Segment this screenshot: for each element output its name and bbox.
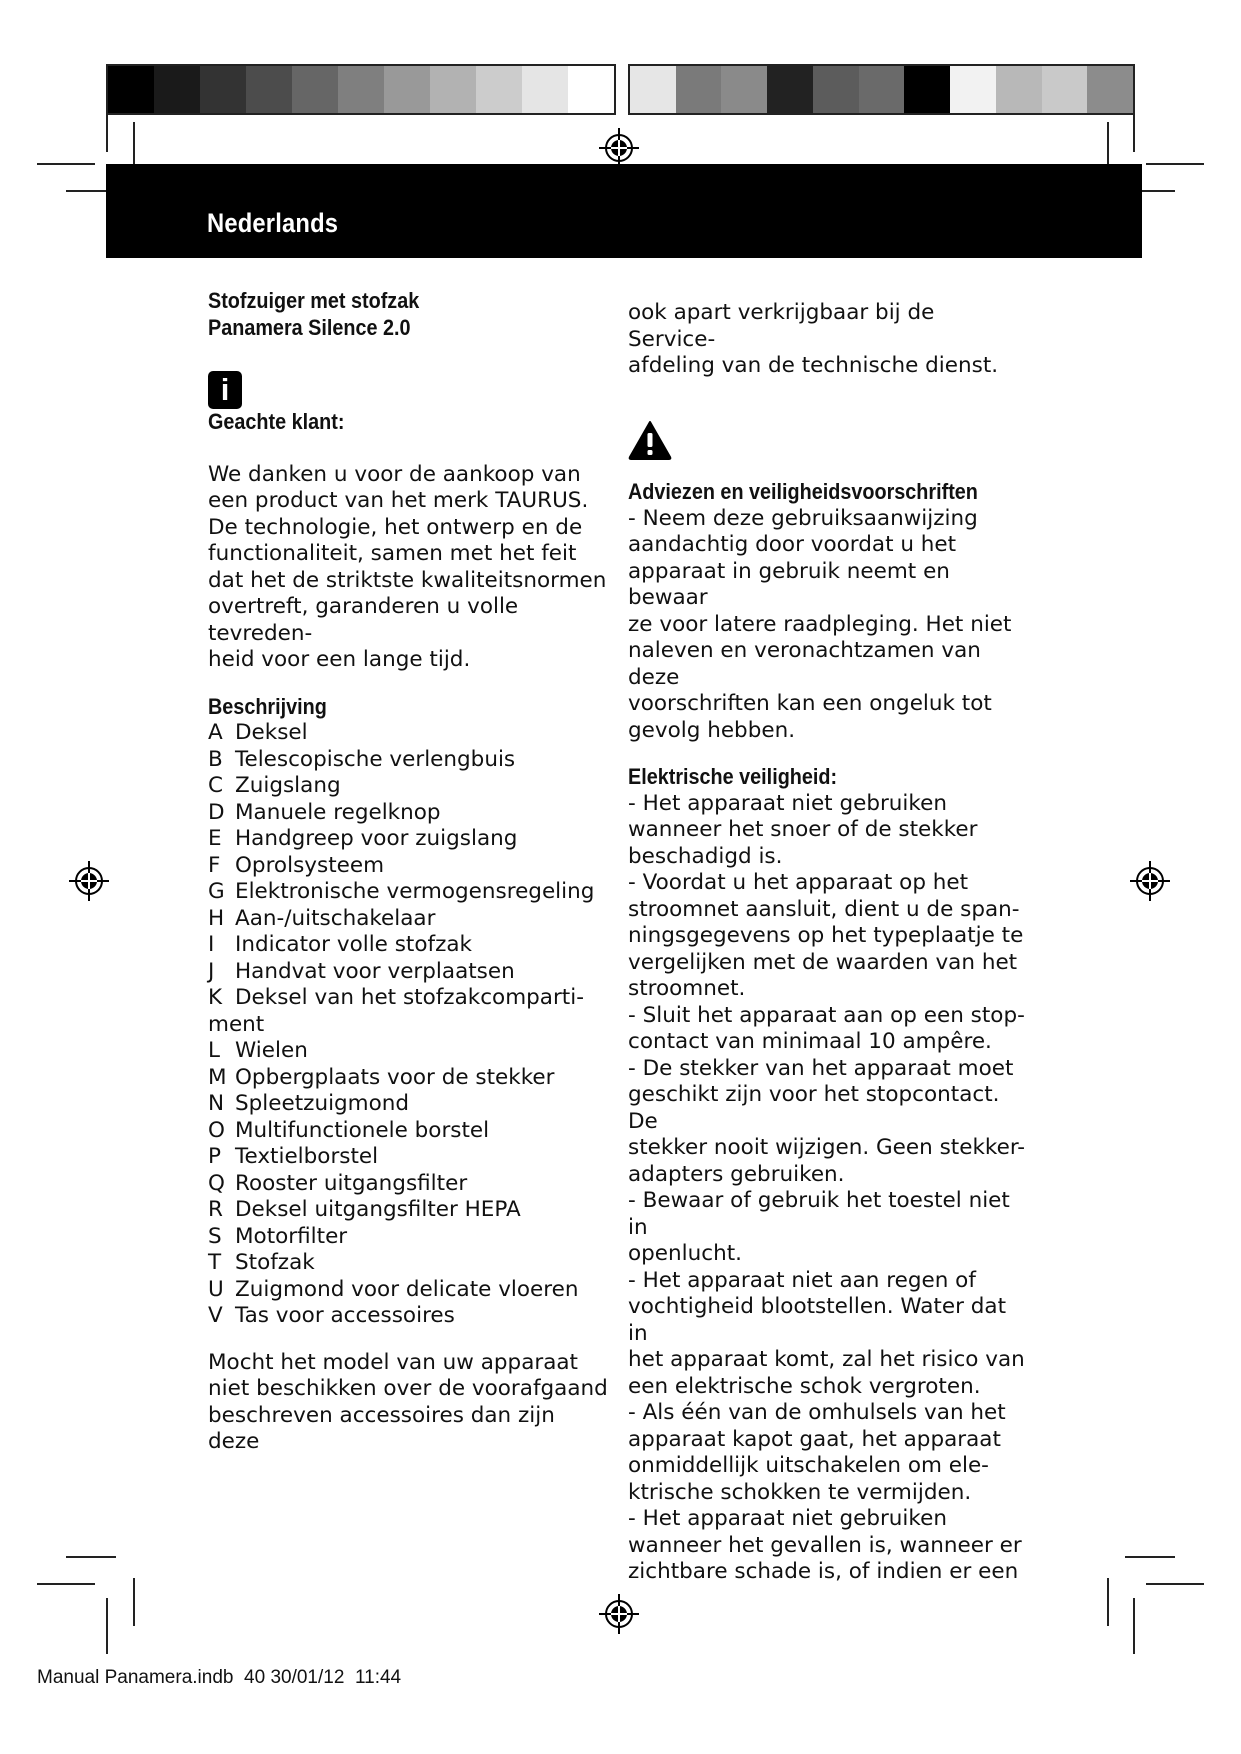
electric-safety-line: onmiddellijk uitschakelen om ele- — [628, 1453, 989, 1478]
continuation-line: afdeling van de technische dienst. — [628, 353, 999, 378]
electric-safety-line: beschadigd is. — [628, 843, 783, 869]
part-label: Oprolsysteem — [235, 852, 385, 878]
advice-line: aandachtig door voordat u het — [628, 532, 957, 557]
list-item — [208, 879, 608, 906]
print-slug — [37, 1667, 401, 1689]
intro-line: een product van het merk TAURUS. — [208, 488, 589, 513]
list-item — [208, 853, 608, 880]
electric-safety-line: stroomnet. — [628, 976, 746, 1001]
intro-line: heid voor een lange tijd. — [208, 647, 471, 672]
advice-line: gevolg hebben. — [628, 717, 796, 743]
part-letter: L — [208, 1038, 220, 1063]
part-letter: H — [208, 905, 225, 931]
info-icon: i — [208, 371, 242, 409]
electric-safety-line: - Het apparaat niet gebruiken — [628, 1506, 947, 1531]
electric-safety-line: stekker nooit wijzigen. Geen stekker- — [628, 1135, 1026, 1160]
closing-line: niet beschikken over de voorafgaand — [208, 1376, 608, 1401]
registration-mark-icon — [1130, 861, 1170, 901]
part-label: Aan-/uitschakelaar — [235, 905, 436, 931]
color-swatch — [108, 66, 154, 113]
electric-safety-line: - Bewaar of gebruik het toestel niet in — [628, 1188, 1010, 1240]
color-swatch — [246, 66, 292, 113]
electric-safety-line: openlucht. — [628, 1241, 742, 1266]
part-letter: P — [208, 1144, 221, 1169]
part-label: Handgreep voor zuigslang — [235, 826, 518, 851]
electric-safety-line: - Het apparaat niet gebruiken — [628, 790, 947, 816]
color-swatch — [522, 66, 568, 113]
color-swatch — [904, 66, 950, 113]
part-letter: D — [208, 799, 225, 825]
list-item — [208, 1012, 608, 1039]
part-letter: F — [208, 852, 221, 878]
electric-safety-line: - De stekker van het apparaat moet — [628, 1055, 1014, 1081]
part-label: ment — [208, 1011, 265, 1037]
list-item — [208, 1303, 608, 1330]
crop-mark — [133, 1578, 135, 1626]
electric-safety-line: adapters gebruiken. — [628, 1161, 845, 1187]
part-letter: O — [208, 1117, 225, 1143]
electric-safety-line: zichtbare schade is, of indien er een — [628, 1559, 1019, 1584]
list-item — [208, 1224, 608, 1251]
part-letter: Q — [208, 1170, 225, 1196]
part-letter: R — [208, 1197, 223, 1222]
print-time: 11:44 — [354, 1667, 402, 1688]
part-label: Indicator volle stofzak — [235, 932, 472, 957]
electric-safety-line: - Sluit het apparaat aan op een stop- — [628, 1002, 1025, 1028]
color-swatch — [859, 66, 905, 113]
closing-line: beschreven accessoires dan zijn deze — [208, 1402, 555, 1454]
crop-mark — [66, 1556, 116, 1558]
product-title-line-2: Panamera Silence 2.0 — [208, 314, 411, 340]
color-swatch — [630, 66, 676, 113]
part-label: Opbergplaats voor de stekker — [235, 1064, 555, 1090]
color-swatch — [476, 66, 522, 113]
intro-line: De technologie, het ontwerp en de — [208, 514, 583, 540]
part-label: Zuigmond voor delicate vloeren — [235, 1276, 579, 1302]
crop-mark — [1133, 96, 1135, 152]
color-swatch — [154, 66, 200, 113]
color-swatch — [996, 66, 1042, 113]
crop-mark — [1146, 163, 1204, 165]
advice-paragraph — [628, 506, 1028, 745]
list-item — [208, 959, 608, 986]
list-item — [208, 1038, 608, 1065]
color-bar-right — [630, 66, 1133, 113]
part-label: Stofzak — [235, 1250, 315, 1275]
crop-mark — [133, 122, 135, 170]
electric-safety-line: contact van minimaal 10 ampêre. — [628, 1029, 992, 1054]
color-swatch — [950, 66, 996, 113]
intro-paragraph — [208, 462, 608, 674]
part-letter: C — [208, 773, 224, 798]
intro-line: overtreft, garanderen u volle tevreden- — [208, 594, 519, 646]
part-label: Manuele regelknop — [235, 799, 441, 825]
list-item — [208, 1277, 608, 1304]
part-label: Spleetzuigmond — [235, 1091, 410, 1116]
crop-mark — [106, 96, 108, 152]
registration-mark-icon — [599, 128, 639, 168]
electric-safety-line: vergelijken met de waarden van het — [628, 949, 1018, 975]
file-name: Manual Panamera.indb — [37, 1667, 234, 1688]
part-label: Telescopische verlengbuis — [235, 746, 516, 772]
list-item — [208, 1144, 608, 1171]
color-swatch — [200, 66, 246, 113]
electric-safety-line: stroomnet aansluit, dient u de span- — [628, 896, 1020, 922]
list-item — [208, 1197, 608, 1224]
list-item — [208, 1091, 608, 1118]
electric-safety-heading: Elektrische veiligheid: — [628, 764, 838, 789]
list-item — [208, 747, 608, 774]
parts-list — [208, 720, 608, 1330]
registration-mark-icon — [69, 861, 109, 901]
color-swatch — [338, 66, 384, 113]
crop-mark — [1125, 1556, 1175, 1558]
part-letter: T — [208, 1250, 222, 1275]
right-column — [628, 300, 1028, 1586]
part-letter: N — [208, 1091, 225, 1116]
language-header — [106, 164, 1142, 258]
part-label: Zuigslang — [235, 773, 341, 798]
part-label: Tas voor accessoires — [235, 1303, 455, 1328]
electric-safety-line: - Het apparaat niet aan regen of — [628, 1267, 976, 1293]
color-bar-left — [108, 66, 614, 113]
list-item — [208, 1171, 608, 1198]
list-item — [208, 1118, 608, 1145]
advice-heading: Adviezen en veiligheidsvoorschriften — [628, 479, 978, 504]
color-swatch — [721, 66, 767, 113]
intro-line: dat het de striktste kwaliteitsnormen — [208, 567, 607, 593]
language-title: Nederlands — [207, 208, 339, 238]
electric-safety-line: - Als één van de omhulsels van het — [628, 1400, 1006, 1425]
part-label: Motorfilter — [235, 1223, 348, 1249]
intro-line: functionaliteit, samen met het feit — [208, 541, 577, 566]
crop-mark — [1133, 1598, 1135, 1654]
crop-mark — [1107, 122, 1109, 170]
part-label: Rooster uitgangsfilter — [235, 1170, 468, 1196]
electric-safety-line: apparaat kapot gaat, het apparaat — [628, 1426, 1001, 1452]
page-number: 40 — [244, 1667, 266, 1688]
color-swatch — [292, 66, 338, 113]
crop-mark — [106, 1598, 108, 1654]
closing-paragraph — [208, 1350, 608, 1456]
part-letter: G — [208, 879, 225, 904]
print-date: 30/01/12 — [270, 1667, 345, 1688]
electric-safety-line: het apparaat komt, zal het risico van — [628, 1347, 1025, 1372]
electric-safety-line: wanneer het snoer of de stekker — [628, 817, 978, 842]
part-label: Elektronische vermogensregeling — [235, 879, 595, 904]
electric-safety-line: ktrische schokken te vermijden. — [628, 1479, 972, 1505]
greeting: Geachte klant: — [208, 409, 345, 434]
part-letter: I — [208, 932, 215, 957]
advice-line: ze voor latere raadpleging. Het niet — [628, 611, 1012, 637]
list-item — [208, 826, 608, 853]
part-letter: K — [208, 985, 223, 1010]
color-swatch — [568, 66, 614, 113]
electric-safety-line: geschikt zijn voor het stopcontact. De — [628, 1082, 1000, 1134]
part-label: Multifunctionele borstel — [235, 1117, 490, 1143]
closing-line: Mocht het model van uw apparaat — [208, 1349, 578, 1375]
list-item — [208, 800, 608, 827]
part-label: Deksel — [235, 720, 308, 745]
part-label: Deksel van het stofzakcomparti- — [235, 985, 584, 1010]
electric-safety-line: ningsgegevens op het typeplaatje te — [628, 923, 1024, 948]
part-letter: M — [208, 1064, 227, 1090]
description-heading: Beschrijving — [208, 693, 327, 719]
color-swatch — [676, 66, 722, 113]
part-letter: J — [208, 958, 215, 984]
crop-mark — [37, 1583, 95, 1585]
part-letter: V — [208, 1303, 223, 1328]
electric-safety-line: een elektrische schok vergroten. — [628, 1373, 981, 1399]
electric-safety-paragraph — [628, 791, 1028, 1586]
registration-mark-icon — [599, 1594, 639, 1634]
list-item — [208, 720, 608, 747]
crop-mark — [1107, 1578, 1109, 1626]
part-label: Textielborstel — [235, 1144, 379, 1169]
product-title-line-1: Stofzuiger met stofzak — [208, 288, 420, 313]
list-item — [208, 985, 608, 1012]
advice-line: voorschriften kan een ongeluk tot — [628, 691, 992, 716]
part-letter: U — [208, 1276, 224, 1302]
part-label: Handvat voor verplaatsen — [235, 958, 515, 984]
color-swatch — [384, 66, 430, 113]
advice-line: apparaat in gebruik neemt en bewaar — [628, 558, 950, 610]
crop-mark — [1146, 1583, 1204, 1585]
crop-mark — [37, 163, 95, 165]
list-item — [208, 773, 608, 800]
electric-safety-line: - Voordat u het apparaat op het — [628, 870, 969, 895]
color-swatch — [767, 66, 813, 113]
color-swatch — [1042, 66, 1088, 113]
electric-safety-line: vochtigheid blootstellen. Water dat in — [628, 1294, 1007, 1346]
continuation-paragraph — [628, 300, 1028, 380]
part-letter: E — [208, 826, 222, 851]
electric-safety-line: wanneer het gevallen is, wanneer er — [628, 1532, 1022, 1558]
color-swatch — [430, 66, 476, 113]
left-column — [208, 288, 608, 1456]
list-item — [208, 1065, 608, 1092]
advice-line: - Neem deze gebruiksaanwijzing — [628, 505, 978, 531]
part-letter: B — [208, 746, 223, 772]
part-label: Wielen — [235, 1038, 308, 1063]
color-swatch — [1087, 66, 1133, 113]
continuation-line: ook apart verkrijgbaar bij de Service- — [628, 300, 935, 352]
color-swatch — [813, 66, 859, 113]
intro-line: We danken u voor de aankoop van — [208, 461, 581, 487]
part-label: Deksel uitgangsfilter HEPA — [235, 1197, 521, 1222]
list-item — [208, 932, 608, 959]
list-item — [208, 1250, 608, 1277]
warning-triangle-icon — [628, 420, 672, 460]
part-letter: S — [208, 1223, 222, 1249]
part-letter: A — [208, 720, 223, 745]
advice-line: naleven en veronachtzamen van deze — [628, 638, 981, 690]
list-item — [208, 906, 608, 933]
